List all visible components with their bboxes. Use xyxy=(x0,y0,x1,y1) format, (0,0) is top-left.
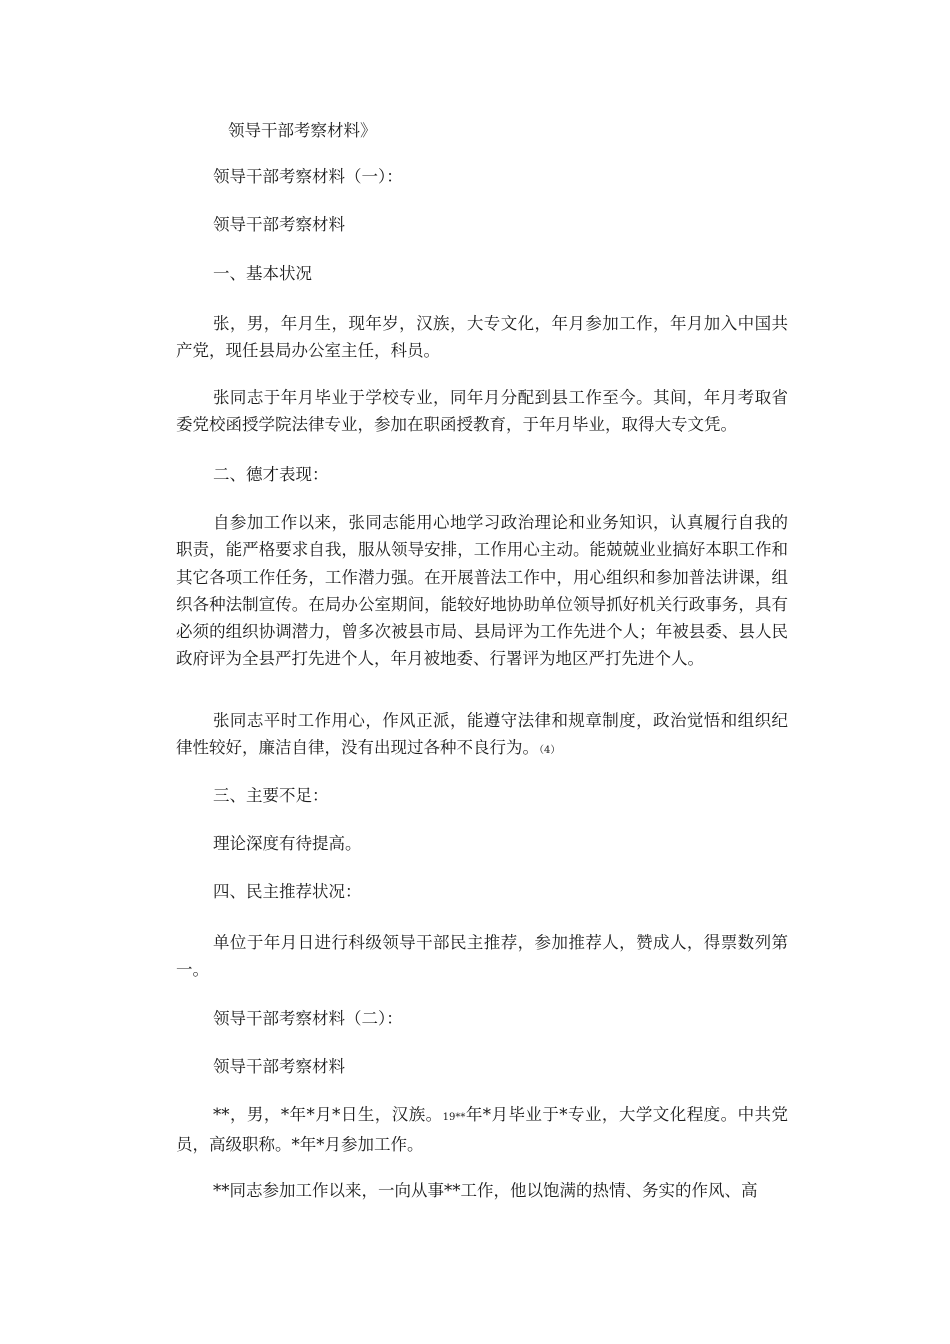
section2-paragraph-1: 自参加工作以来，张同志能用心地学习政治理论和业务知识，认真履行自我的职责，能严格要求自我，服从领导安排，工作用心主动。能兢兢业业搞好本职工作和其它各项工作任务，工作潜力强。在开展普法工作中，用心组织和参加普法讲课，组织各种法制宣传。在局办公室期间，能较好地协助单位领导抓好机关行政事务，具有必须的组织协调潜力，曾多次被县市局、县局评为工作先进个人；年被县委、县人民政府评为全县严打先进个人，年月被地委、行署评为地区严打先进个人。 xyxy=(176,513,788,669)
section3-heading: 三、主要不足： xyxy=(213,786,329,805)
section2-paragraph-2 xyxy=(176,707,788,765)
part2-paragraph-1-end: 年*月毕业于*专业，大学文化程度。中共党员，高级职称。*年*月参加工作。 xyxy=(176,1105,789,1155)
part2-paragraph-2: **同志参加工作以来，一向从事**工作，他以饱满的热情、务实的作风、高 xyxy=(213,1181,758,1200)
part2-heading: 领导干部考察材料（二）： xyxy=(213,1009,403,1028)
part2-subtitle: 领导干部考察材料 xyxy=(213,1057,345,1076)
section4-heading: 四、民主推荐状况： xyxy=(213,882,362,901)
part1-subtitle: 领导干部考察材料 xyxy=(213,215,345,234)
footnote-mark: （4） xyxy=(539,745,561,757)
section1-paragraph-1: 张，男，年月生，现年岁，汉族，大专文化，年月参加工作，年月加入中国共产党，现任县局办公室主任，科员。 xyxy=(176,314,788,361)
part2-paragraph-1-start: **，男，*年*月*日生，汉族。 xyxy=(213,1105,443,1124)
section1-heading: 一、基本状况 xyxy=(213,264,312,283)
section2-paragraph-2-text: 张同志平时工作用心，作风正派，能遵守法律和规章制度，政治觉悟和组织纪律性较好，廉洁自律，没有出现过各种不良行为。 xyxy=(176,711,788,758)
section3-paragraph: 理论深度有待提高。 xyxy=(213,834,362,853)
part2-year-small: 19** xyxy=(442,1112,466,1123)
part1-heading: 领导干部考察材料（一）： xyxy=(213,167,403,186)
section1-paragraph-2: 张同志于年月毕业于学校专业，同年月分配到县工作至今。其间，年月考取省委党校函授学院法律专业，参加在职函授教育，于年月毕业，取得大专文凭。 xyxy=(176,388,788,435)
document-title: 领导干部考察材料》 xyxy=(228,121,377,140)
section2-heading: 二、德才表现： xyxy=(213,465,329,484)
part2-paragraph-1 xyxy=(176,1101,788,1159)
section4-paragraph: 单位于年月日进行科级领导干部民主推荐，参加推荐人，赞成人，得票数列第一。 xyxy=(176,933,788,980)
